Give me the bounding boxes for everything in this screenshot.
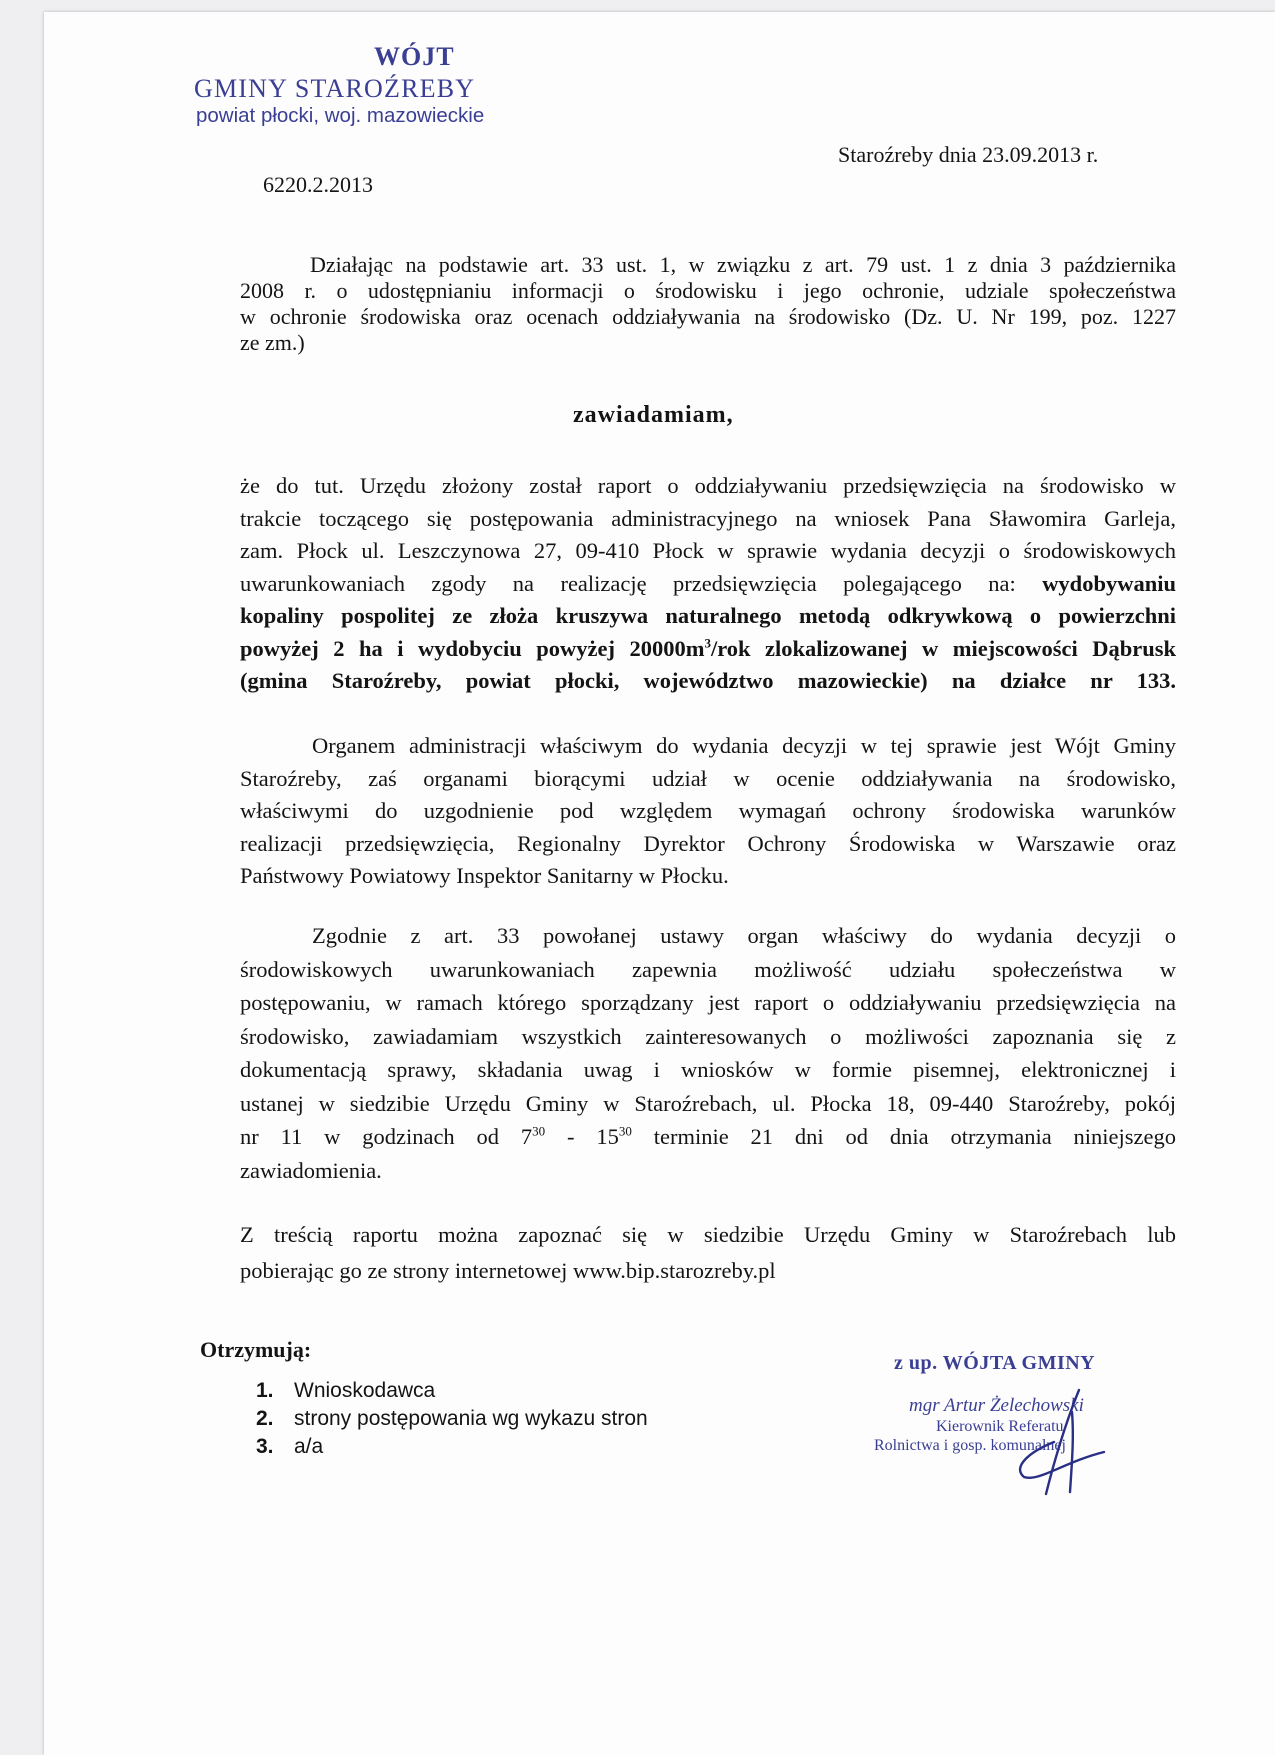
intro-line: 2008 r. o udostępnianiu informacji o środowisku i jego ochronie, udziale społeczeństwa — [240, 278, 1176, 303]
body2-line: właściwymi do uzgodnienie pod względem wymagań ochrony środowiska warunków — [240, 798, 1176, 823]
body1-bold: powyżej 2 ha i wydobyciu powyżej 20000m — [240, 635, 705, 661]
case-number: 6220.2.2013 — [263, 172, 373, 197]
body1-line — [240, 633, 1176, 666]
list-number: 2. — [256, 1407, 274, 1430]
intro-paragraph — [240, 252, 1176, 356]
body3-line: Zgodnie z art. 33 powołanej ustawy organ właściwy do wydania decyzji o — [312, 923, 1176, 948]
body4-line: Z treścią raportu można zapoznać się w siedzibie Urzędu Gminy w Staroźrebach lub — [240, 1222, 1176, 1247]
body3-line: środowisko, zawiadamiam wszystkich zainteresowanych o możliwości zapoznania się z — [240, 1023, 1176, 1049]
body4-line: pobierając go ze strony internetowej www.bip.starozreby.pl — [240, 1258, 776, 1283]
body3-line: postępowaniu, w ramach którego sporządzany jest raport o oddziaływaniu przedsięwzięcia na — [240, 990, 1176, 1015]
list-text: a/a — [294, 1435, 324, 1458]
list-item — [256, 1405, 648, 1433]
list-text: Wnioskodawca — [294, 1379, 436, 1402]
stamp-line-powiat: powiat płocki, woj. mazowieckie — [196, 104, 485, 127]
body1-text: uwarunkowaniach zgody na realizację przedsięwzięcia polegającego na: — [240, 570, 1043, 596]
body1-line — [240, 568, 1176, 601]
body1-line: trakcie toczącego się postępowania administracyjnego na wniosek Pana Sławomira Garleja, — [240, 505, 1176, 531]
body2-line: Państwowy Powiatowy Inspektor Sanitarny w Płocku. — [240, 863, 729, 888]
recipients-list — [256, 1377, 648, 1461]
recipients-title: Otrzymują: — [200, 1337, 312, 1362]
list-item — [256, 1377, 648, 1405]
handwritten-signature — [984, 1382, 1134, 1512]
body-paragraph-3 — [240, 919, 1176, 1187]
signature-stamp-line4: Rolnictwa i gosp. komunalnej — [874, 1437, 1066, 1454]
intro-line: w ochronie środowiska oraz ocenach oddziaływania na środowisko (Dz. U. Nr 199, poz. 1227 — [240, 304, 1176, 329]
body2-line: realizacji przedsięwzięcia, Regionalny Dyrektor Ochrony Środowiska w Warszawie oraz — [240, 830, 1176, 856]
body2-line: Staroźreby, zaś organami biorącymi udział w ocenie oddziaływania na środowisko, — [240, 765, 1176, 791]
body3-line: ustanej w siedzibie Urzędu Gminy w Staroźrebach, ul. Płocka 18, 09-440 Staroźreby, pokój — [240, 1090, 1176, 1116]
stamp-line-wojt: WÓJT — [374, 42, 455, 71]
superscript: 30 — [618, 1123, 632, 1139]
list-text: strony postępowania wg wykazu stron — [294, 1407, 648, 1430]
signature-stamp-line3: Kierownik Referatu — [936, 1418, 1064, 1435]
list-number: 3. — [256, 1435, 274, 1458]
body1-bold: wydobywaniu — [1042, 570, 1176, 596]
body-paragraph-1 — [240, 470, 1176, 698]
superscript: 3 — [704, 635, 711, 650]
signature-stamp — [874, 1352, 1194, 1502]
intro-line: ze zm.) — [240, 330, 305, 355]
body1-line: (gmina Staroźreby, powiat płocki, województwo mazowieckie) na działce nr 133. — [240, 668, 1176, 693]
body1-line: że do tut. Urzędu złożony został raport o oddziaływaniu przedsięwzięcia na środowisko w — [240, 473, 1176, 498]
heading-zawiadamiam: zawiadamiam, — [573, 402, 734, 428]
body-paragraph-4 — [240, 1217, 1176, 1289]
body-paragraph-2 — [240, 730, 1176, 893]
place-date: Staroźreby dnia 23.09.2013 r. — [838, 142, 1099, 167]
intro-line: Działając na podstawie art. 33 ust. 1, w związku z art. 79 ust. 1 z dnia 3 października — [310, 252, 1176, 277]
document-page — [44, 12, 1275, 1755]
body3-line: zawiadomienia. — [240, 1157, 382, 1183]
body3-line: dokumentacją sprawy, składania uwag i wniosków w formie pisemnej, elektronicznej i — [240, 1057, 1176, 1082]
body3-line — [240, 1120, 1176, 1154]
body2-line: Organem administracji właściwym do wydania decyzji w tej sprawie jest Wójt Gminy — [312, 733, 1176, 758]
hours-text: - 15 — [545, 1124, 619, 1149]
body1-bold: /rok zlokalizowanej w miejscowości Dąbrusk — [710, 635, 1176, 661]
superscript: 30 — [532, 1123, 546, 1139]
body3-line: środowiskowych uwarunkowaniach zapewnia możliwość udziału społeczeństwa w — [240, 956, 1176, 982]
signature-stamp-line1: z up. WÓJTA GMINY — [894, 1352, 1096, 1374]
hours-text: nr 11 w godzinach od 7 — [240, 1124, 533, 1149]
body1-line: kopaliny pospolitej ze złoża kruszywa naturalnego metodą odkrywkową o powierzchni — [240, 603, 1176, 628]
hours-text: terminie 21 dni od dnia otrzymania niniejszego — [631, 1124, 1177, 1149]
list-number: 1. — [256, 1379, 274, 1402]
stamp-line-gmina: GMINY STAROŹREBY — [194, 74, 476, 103]
signature-stamp-line2: mgr Artur Żelechowski — [909, 1395, 1084, 1416]
list-item — [256, 1433, 648, 1461]
body1-line: zam. Płock ul. Leszczynowa 27, 09-410 Płock w sprawie wydania decyzji o środowiskowych — [240, 538, 1176, 563]
